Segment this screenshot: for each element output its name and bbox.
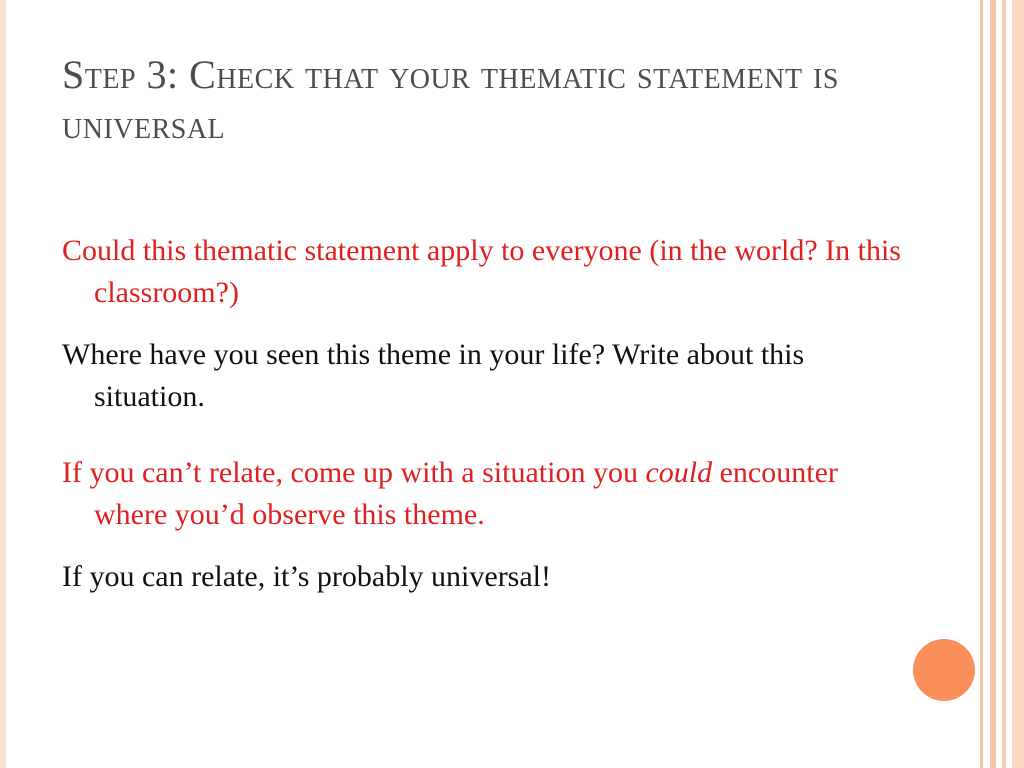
paragraph-text: Where have you seen this theme in your life? Write about this situation. xyxy=(62,338,805,413)
slide-body xyxy=(62,230,902,598)
italic-emphasis: could xyxy=(645,456,713,489)
paragraph-text: encounter where you’d observe this theme. xyxy=(94,456,838,531)
paragraph-can-relate xyxy=(62,556,902,598)
paragraph-text: If you can relate, it’s probably universal! xyxy=(62,560,551,593)
right-border-stripe xyxy=(990,0,996,768)
accent-circle xyxy=(913,639,975,701)
slide-title: Step 3: Check that your thematic statement is universal xyxy=(62,52,839,147)
paragraph-where-seen xyxy=(62,334,902,418)
right-border-stripe xyxy=(1012,0,1024,768)
paragraph-text: Could this thematic statement apply to everyone (in the world? In this classroom?) xyxy=(62,234,901,309)
paragraph-cant-relate xyxy=(62,452,902,536)
paragraph-text: If you can’t relate, come up with a situation you xyxy=(62,456,646,489)
right-border-stripe xyxy=(980,0,983,768)
right-border-stripe xyxy=(1002,0,1006,768)
paragraph-apply-to-everyone xyxy=(62,230,902,314)
left-border-stripe xyxy=(0,0,6,768)
